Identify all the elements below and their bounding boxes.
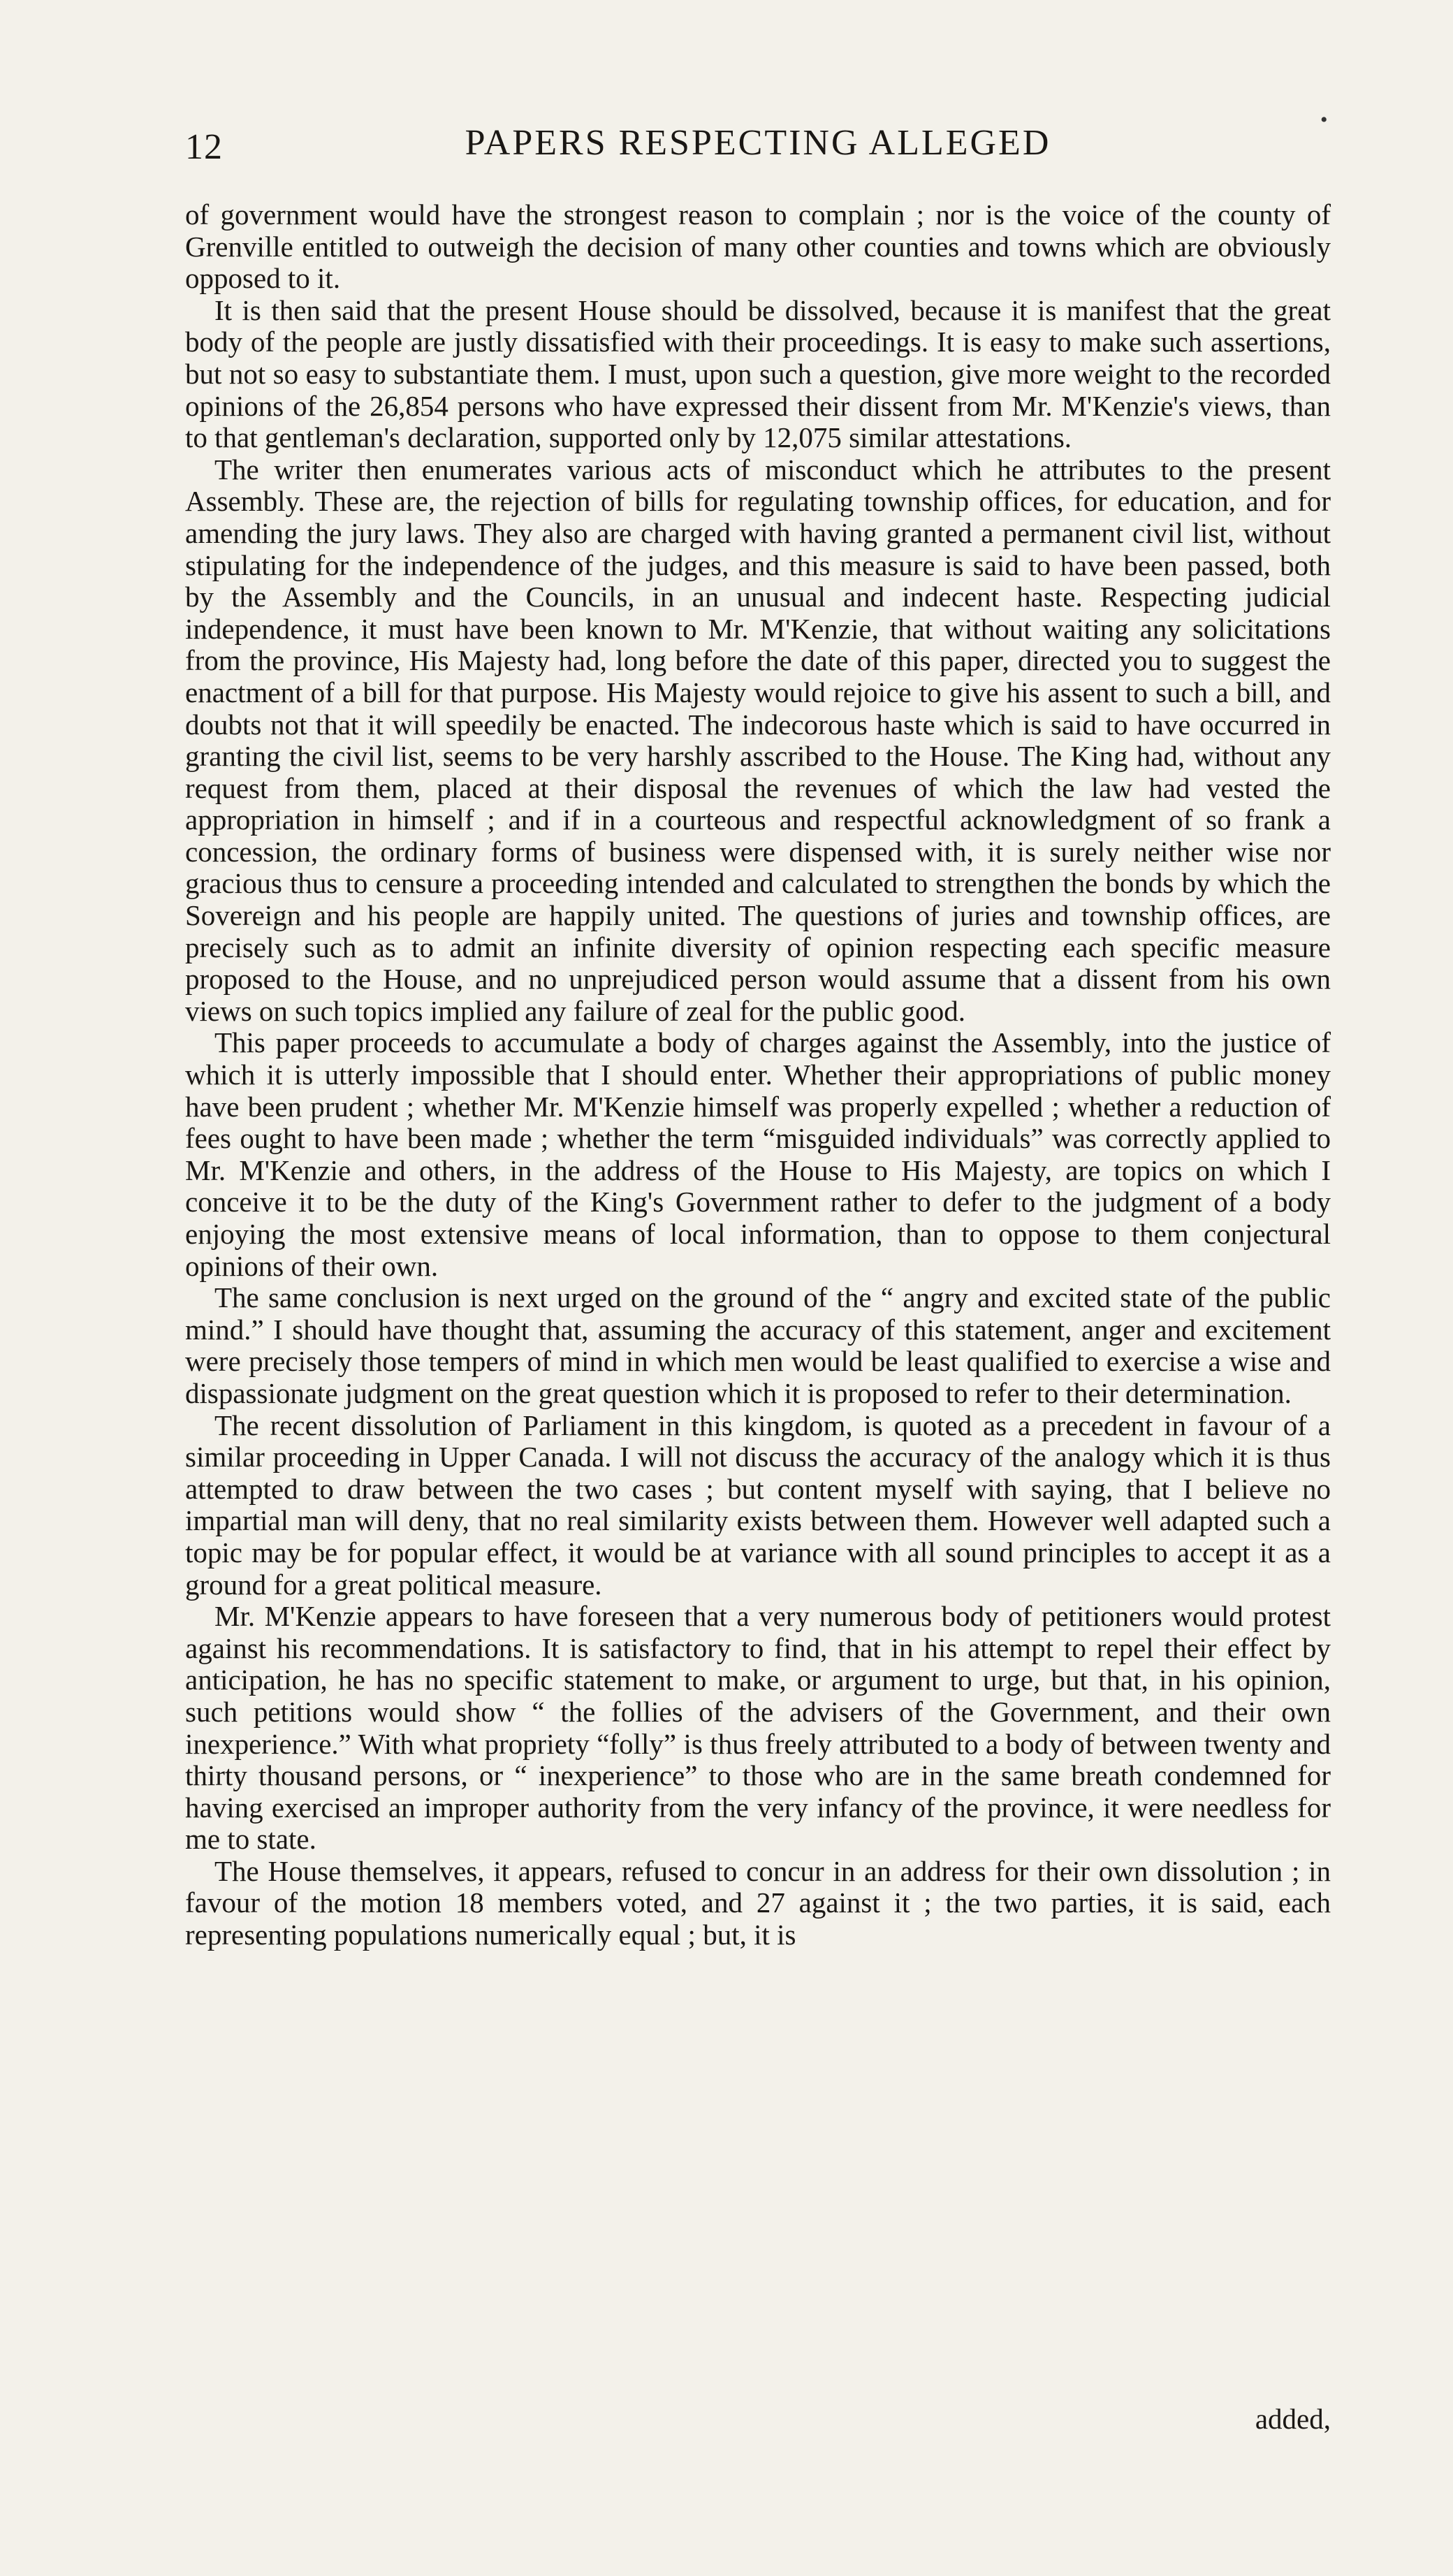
page-number: 12 — [185, 127, 223, 167]
paragraph-petitioners: Mr. M'Kenzie appears to have foreseen that a very numerous body of petitioners would protest against his recommendations. It is satisfactory to find, that in his attempt to repel their effect by anticipation, he has no specific statement to make, or argument to urge, but that, in his opinion, such petitions would show “ the follies of the advisers of the Government, and their own inexperience.” With what propriety “folly” is thus freely attributed to a body of between twenty and thirty thousand persons, or “ inexperience” to those who are in the same breath condemned for having exercised an improper authority from the very infancy of the province, it were needless for me to state. — [185, 1600, 1331, 1856]
body-text — [185, 199, 1331, 1951]
page-header — [185, 122, 1331, 178]
catchword: added, — [1255, 2403, 1331, 2435]
paragraph-house-vote: The House themselves, it appears, refused to concur in an address for their own dissolution ; in favour of the motion 18 members voted, and 27 against it ; the two parties, it is said, each representing populations numerically equal ; but, it is — [185, 1854, 1331, 1951]
paragraph-public-mind: The same conclusion is next urged on the ground of the “ angry and excited state of the public mind.” I should have thought that, assuming the accuracy of this statement, anger and excitement were precisely those tempers of mind in which men would be least qualified to exercise a wise and dispassionate judgment on the great question which it is proposed to refer to their determination. — [185, 1281, 1331, 1409]
paragraph-precedent: The recent dissolution of Parliament in this kingdom, is quoted as a precedent in favour of a similar proceeding in Upper Canada. I will not discuss the accuracy of the analogy which it is thus attempted to draw between the two cases ; but content myself with saying, that I believe no impartial man will deny, that no real similarity exists between them. However well adapted such a topic may be for popular effect, it would be at variance with all sound principles to accept it as a ground for a great political measure. — [185, 1409, 1331, 1601]
paragraph-charges: This paper proceeds to accumulate a body of charges against the Assembly, into the justice of which it is utterly impossible that I should enter. Whether their appropriations of public money have been prudent ; whether Mr. M'Kenzie himself was properly expelled ; whether a reduction of fees ought to have been made ; whether the term “misguided individuals” was correctly applied to Mr. M'Kenzie and others, in the address of the House to His Majesty, are topics on which I conceive it to be the duty of the King's Government rather to defer to the judgment of a body enjoying the most extensive means of local information, than to oppose to them conjectural opinions of their own. — [185, 1026, 1331, 1282]
paragraph-continuation: of government would have the strongest reason to complain ; nor is the voice of the county of Grenville entitled to outweigh the decision of many other counties and towns which are obviously opposed to it. — [185, 198, 1331, 295]
paragraph-dissolution-claim: It is then said that the present House should be dissolved, because it is manifest that the great body of the people are justly dissatisfied with their proceedings. It is easy to make such assertions, but not so easy to substantiate them. I must, upon such a question, give more weight to the recorded opinions of the 26,854 persons who have expressed their dissent from Mr. M'Kenzie's views, than to that gentleman's declaration, supported only by 12,075 similar attestations. — [185, 293, 1331, 454]
paragraph-misconduct: The writer then enumerates various acts of misconduct which he attributes to the present Assembly. These are, the rejection of bills for regulating township offices, for education, and for amending the jury laws. They also are charged with having granted a permanent civil list, without stipulating for the independence of the judges, and this measure is said to have been passed, both by the Assembly and the Councils, in an unusual and indecent haste. Respecting judicial independence, it must have been known to Mr. M'Kenzie, that without waiting any solicitations from the province, His Majesty had, long before the date of this paper, directed you to suggest the enactment of a bill for that purpose. His Majesty would rejoice to give his assent to such a bill, and doubts not that it will speedily be enacted. The indecorous haste which is said to have occurred in granting the civil list, seems to be very harshly asscribed to the House. The King had, without any request from them, placed at their disposal the revenues of which the law had vested the appropriation in himself ; and if in a courteous and respectful acknowledgment of so frank a concession, the ordinary forms of business were dispensed with, it is surely neither wise nor gracious thus to censure a proceeding intended and calculated to strengthen the bonds by which the Sovereign and his people are happily united. The questions of juries and township offices, are precisely such as to admit an infinite diversity of opinion respecting each specific measure proposed to the House, and no unprejudiced person would assume that a dissent from his own views on such topics implied any failure of zeal for the public good. — [185, 453, 1331, 1027]
running-head: PAPERS RESPECTING ALLEGED — [465, 123, 1051, 163]
stray-ink-mark: • — [1320, 108, 1328, 131]
